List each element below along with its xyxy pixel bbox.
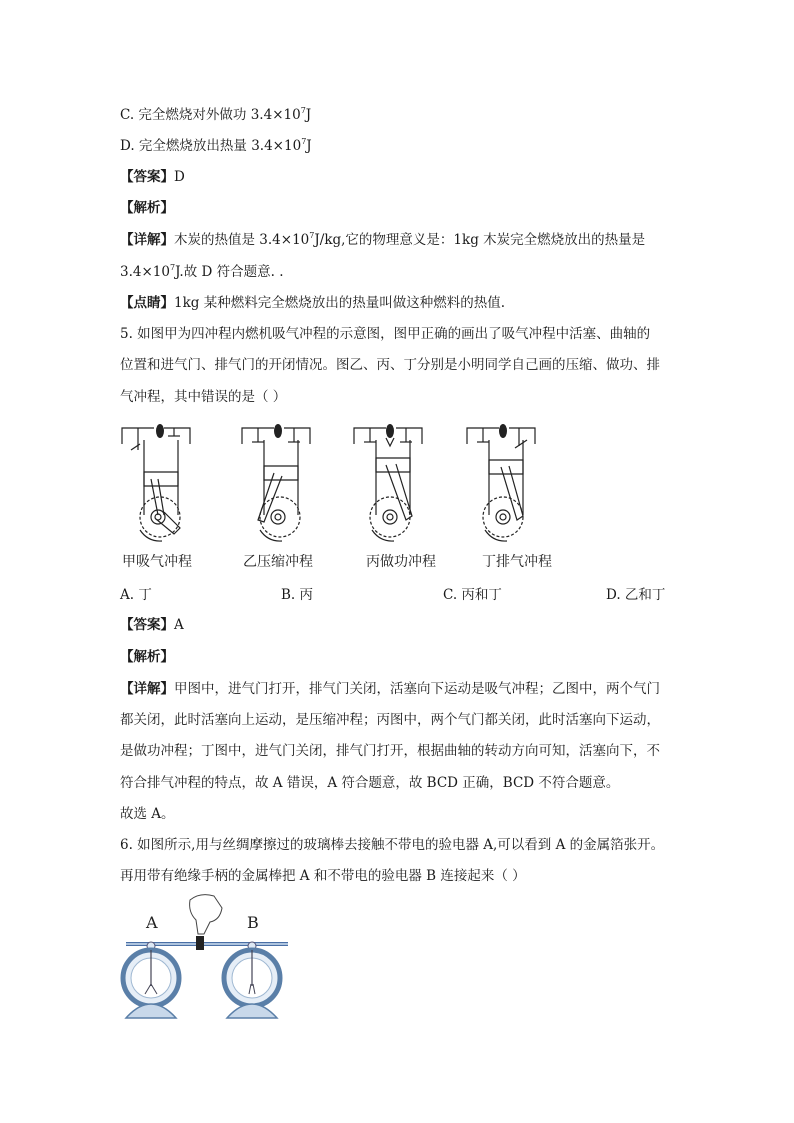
- q4-option-c: C. 完全燃烧对外做功 $3.4\times 10^7J$: [120, 106, 312, 123]
- q5-detail-line3: 是做功冲程；丁图中，进气门关闭，排气门打开，根据曲轴的转动方向可知，活塞向下，不: [120, 743, 660, 759]
- figure-label-jia: 甲吸气冲程: [122, 554, 192, 570]
- q5-detail-line2: 都关闭，此时活塞向上运动，是压缩冲程；丙图中，两个气门都关闭，此时活塞向下运动，: [120, 712, 660, 728]
- q5-stem-line1: 5. 如图甲为四冲程内燃机吸气冲程的示意图，图甲正确的画出了吸气冲程中活塞、曲轴的: [120, 326, 651, 342]
- q5-conclusion: 故选 A。: [120, 806, 175, 822]
- q4-option-d: D. 完全燃烧放出热量 $3.4\times 10^7J$: [120, 137, 312, 154]
- q5-option-d: D. 乙和丁: [606, 587, 666, 603]
- q5-stem-line2: 位置和进气门、排气门的开闭情况。图乙、丙、丁分别是小明同学自己画的压缩、做功、排: [120, 357, 660, 373]
- figure-label-bing: 丙做功冲程: [366, 554, 436, 570]
- q5-option-a: A. 丁: [120, 587, 152, 603]
- engine-diagram-yi: [238, 420, 318, 550]
- electroscope-a: [123, 942, 179, 1018]
- q6-stem-line2: 再用带有绝缘手柄的金属棒把 A 和不带电的验电器 B 连接起来（ ）: [120, 868, 526, 884]
- electroscope-b: [224, 942, 280, 1018]
- figure-label-ding: 丁排气冲程: [482, 554, 552, 570]
- q6-stem-line1: 6. 如图所示,用与丝绸摩擦过的玻璃棒去接触不带电的验电器 A,可以看到 A 的金属箔张开。: [120, 837, 665, 853]
- q4-answer: 【答案】D: [120, 169, 185, 185]
- q5-detail-line1: 【详解】甲图中，进气门打开，排气门关闭，活塞向下运动是吸气冲程；乙图中，两个气门: [120, 681, 660, 697]
- electroscope-figure: [118, 890, 298, 1030]
- q4-analysis-heading: 【解析】: [120, 200, 174, 216]
- hand-icon: [190, 895, 222, 934]
- q5-detail-line4: 符合排气冲程的特点，故 A 错误，A 符合题意，故 BCD 正确，BCD 不符合题意。: [120, 775, 620, 791]
- electroscope-b-label: B: [247, 913, 259, 932]
- q4-detail-line1: 【详解】木炭的热值是 $3.4\times 10^7J/kg$,它的物理意义是：1kg 木炭完全燃烧放出的热量是: [120, 231, 646, 248]
- q5-analysis-heading: 【解析】: [120, 649, 174, 665]
- q4-detail-line2: $3.4\times 10^7J$.故 D 符合题意. .: [120, 263, 284, 280]
- q5-option-c: C. 丙和丁: [443, 587, 502, 603]
- electroscope-a-label: A: [146, 913, 158, 932]
- q5-answer: 【答案】A: [120, 617, 184, 633]
- q4-tip: 【点睛】1kg 某种燃料完全燃烧放出的热量叫做这种燃料的热值.: [120, 295, 505, 311]
- engine-diagram-jia: [118, 420, 198, 550]
- engine-diagram-bing: [350, 420, 430, 550]
- q5-stem-line3: 气冲程，其中错误的是（ ）: [120, 389, 287, 405]
- engine-diagram-ding: [463, 420, 543, 550]
- figure-label-yi: 乙压缩冲程: [243, 554, 313, 570]
- q5-option-b: B. 丙: [281, 587, 314, 603]
